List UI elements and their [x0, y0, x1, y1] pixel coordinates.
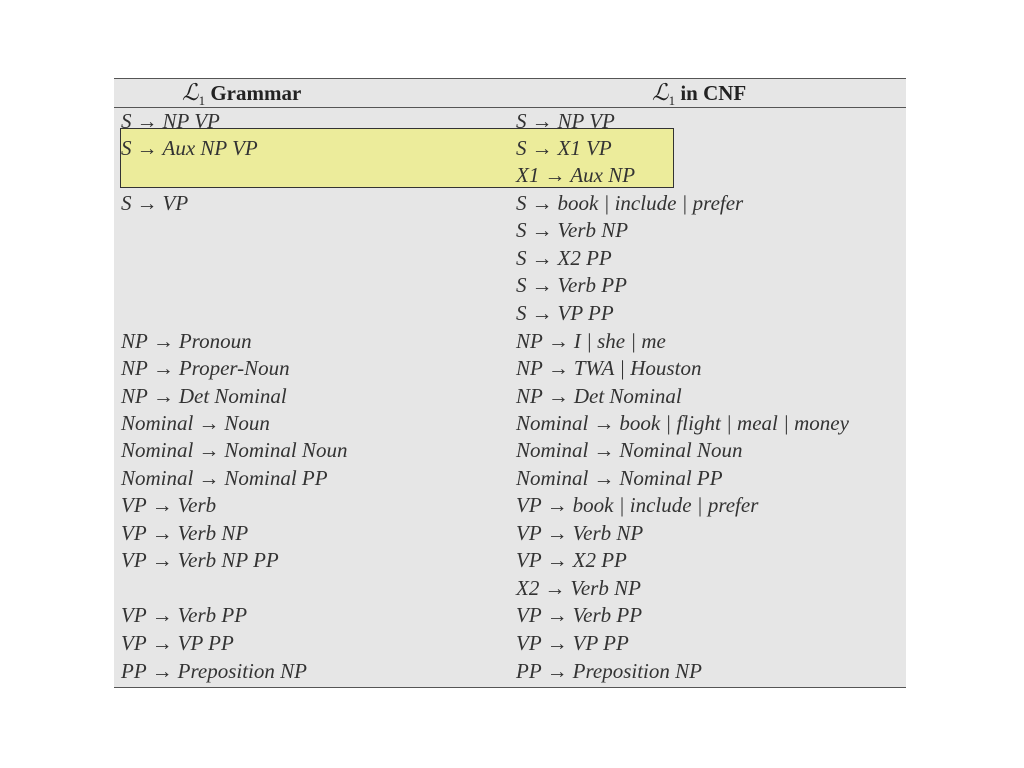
rule-lhs: S [516, 218, 527, 242]
rule-rhs: NP VP [162, 109, 220, 133]
rule-rhs: Verb [177, 493, 217, 517]
left-rule-row [121, 411, 270, 435]
rule-rhs: X1 VP [557, 136, 612, 160]
left-rule-row [121, 466, 328, 490]
arrow-icon: → [531, 273, 553, 297]
rule-rhs: X2 PP [572, 548, 627, 572]
rule-rhs: Verb NP [572, 521, 644, 545]
rule-lhs: S [516, 273, 527, 297]
right-rule-row [516, 466, 723, 490]
right-rule-row [516, 576, 641, 600]
right-rule-row [516, 246, 612, 270]
rule-lhs: VP [516, 603, 542, 627]
arrow-icon: → [531, 301, 553, 325]
arrow-icon: → [546, 548, 568, 572]
rule-rhs: Verb NP [557, 218, 629, 242]
right-rule-row [516, 356, 701, 380]
right-rule-row [516, 273, 627, 297]
right-rule-row [516, 493, 758, 517]
arrow-icon: → [151, 603, 173, 627]
right-rule-row [516, 603, 642, 627]
left-column-header [182, 80, 301, 106]
rule-rhs: Verb PP [177, 603, 248, 627]
right-rule-row [516, 218, 628, 242]
rule-lhs: Nominal [516, 438, 589, 462]
rule-lhs: VP [516, 631, 542, 655]
script-l-symbol: ℒ [652, 80, 669, 105]
arrow-icon: → [546, 521, 568, 545]
arrow-icon: → [531, 136, 553, 160]
rule-rhs: Nominal Noun [224, 438, 348, 462]
rule-rhs: Nominal Noun [619, 438, 743, 462]
left-rule-row [121, 191, 188, 215]
rule-lhs: S [121, 191, 132, 215]
right-rule-row [516, 329, 666, 353]
arrow-icon: → [151, 548, 173, 572]
rule-rhs: Pronoun [178, 329, 252, 353]
rule-rhs: Verb NP PP [177, 548, 279, 572]
rule-lhs: X1 [516, 163, 540, 187]
arrow-icon: → [593, 438, 615, 462]
rule-rhs: TWA | Houston [573, 356, 702, 380]
left-rule-row [121, 356, 290, 380]
right-rule-row [516, 109, 615, 133]
rule-rhs: VP PP [177, 631, 234, 655]
rule-lhs: Nominal [121, 438, 194, 462]
rule-lhs: VP [121, 603, 147, 627]
arrow-icon: → [151, 521, 173, 545]
rule-rhs: book | include | prefer [572, 493, 759, 517]
rule-lhs: VP [516, 493, 542, 517]
arrow-icon: → [136, 191, 158, 215]
right-rule-row [516, 521, 643, 545]
left-rule-row [121, 659, 307, 683]
rule-rhs: Aux NP VP [162, 136, 258, 160]
rule-lhs: VP [516, 548, 542, 572]
rule-rhs: Noun [224, 411, 270, 435]
rule-lhs: S [516, 136, 527, 160]
arrow-icon: → [152, 384, 174, 408]
left-rule-row [121, 329, 252, 353]
script-l-symbol: ℒ [182, 80, 199, 105]
arrow-icon: → [531, 246, 553, 270]
subscript: 1 [198, 93, 206, 108]
rule-lhs: S [121, 109, 132, 133]
left-rule-row [121, 493, 216, 517]
rule-lhs: Nominal [516, 466, 589, 490]
rule-lhs: Nominal [516, 411, 589, 435]
right-rule-row [516, 136, 612, 160]
right-rule-row [516, 384, 682, 408]
rule-lhs: S [516, 109, 527, 133]
arrow-icon: → [198, 438, 220, 462]
right-rule-row [516, 191, 743, 215]
left-rule-row [121, 521, 248, 545]
arrow-icon: → [593, 466, 615, 490]
rule-rhs: Proper-Noun [178, 356, 290, 380]
rule-rhs: VP [162, 191, 189, 215]
right-rule-row [516, 631, 629, 655]
left-rule-row [121, 136, 258, 160]
arrow-icon: → [546, 659, 568, 683]
rule-lhs: Nominal [121, 411, 194, 435]
rule-rhs: I | she | me [573, 329, 666, 353]
rule-lhs: VP [121, 548, 147, 572]
rule-rhs: Verb PP [572, 603, 643, 627]
arrow-icon: → [547, 329, 569, 353]
rule-lhs: NP [121, 329, 148, 353]
rule-lhs: PP [121, 659, 147, 683]
left-header-text: Grammar [210, 81, 302, 105]
rule-lhs: X2 [516, 576, 540, 600]
rule-lhs: VP [121, 493, 147, 517]
left-rule-row [121, 384, 287, 408]
arrow-icon: → [151, 493, 173, 517]
right-column-header [652, 80, 746, 106]
subscript: 1 [668, 93, 676, 108]
rule-rhs: Nominal PP [619, 466, 723, 490]
rule-rhs: Det Nominal [178, 384, 287, 408]
rule-lhs: PP [516, 659, 542, 683]
arrow-icon: → [547, 356, 569, 380]
rule-rhs: Verb PP [557, 273, 627, 297]
arrow-icon: → [151, 659, 173, 683]
rule-rhs: Preposition NP [177, 659, 307, 683]
arrow-icon: → [546, 631, 568, 655]
right-rule-row [516, 301, 614, 325]
rule-rhs: book | flight | meal | money [619, 411, 849, 435]
arrow-icon: → [593, 411, 615, 435]
rule-lhs: VP [121, 631, 147, 655]
rule-lhs: VP [516, 521, 542, 545]
right-rule-row [516, 163, 635, 187]
arrow-icon: → [152, 356, 174, 380]
arrow-icon: → [547, 384, 569, 408]
arrow-icon: → [544, 576, 566, 600]
rule-lhs: NP [516, 384, 543, 408]
rule-lhs: VP [121, 521, 147, 545]
rule-lhs: NP [516, 329, 543, 353]
arrow-icon: → [531, 191, 553, 215]
right-rule-row [516, 438, 742, 462]
right-rule-row [516, 411, 849, 435]
arrow-icon: → [546, 603, 568, 627]
rule-rhs: NP VP [557, 109, 615, 133]
right-rule-row [516, 548, 627, 572]
left-rule-row [121, 438, 347, 462]
rule-lhs: Nominal [121, 466, 194, 490]
rule-lhs: S [516, 301, 527, 325]
rule-rhs: X2 PP [557, 246, 612, 270]
rule-lhs: NP [121, 384, 148, 408]
right-rule-row [516, 659, 702, 683]
rule-lhs: NP [516, 356, 543, 380]
right-header-text: in CNF [680, 81, 747, 105]
rule-rhs: Aux NP [570, 163, 636, 187]
rule-lhs: S [516, 191, 527, 215]
arrow-icon: → [136, 136, 158, 160]
rule-lhs: S [516, 246, 527, 270]
rule-rhs: VP PP [572, 631, 629, 655]
left-rule-row [121, 548, 279, 572]
table-header [114, 79, 906, 108]
arrow-icon: → [531, 109, 553, 133]
arrow-icon: → [531, 218, 553, 242]
left-rule-row [121, 109, 220, 133]
arrow-icon: → [546, 493, 568, 517]
rule-rhs: VP PP [557, 301, 614, 325]
left-rule-row [121, 631, 234, 655]
arrow-icon: → [151, 631, 173, 655]
rule-rhs: Verb NP [570, 576, 641, 600]
left-rule-row [121, 603, 247, 627]
arrow-icon: → [136, 109, 158, 133]
arrow-icon: → [198, 411, 220, 435]
rule-rhs: Preposition NP [572, 659, 702, 683]
arrow-icon: → [152, 329, 174, 353]
rule-rhs: Nominal PP [224, 466, 328, 490]
rule-lhs: NP [121, 356, 148, 380]
arrow-icon: → [198, 466, 220, 490]
rule-rhs: Verb NP [177, 521, 249, 545]
rule-rhs: book | include | prefer [557, 191, 744, 215]
arrow-icon: → [544, 163, 566, 187]
rule-rhs: Det Nominal [573, 384, 682, 408]
rule-lhs: S [121, 136, 132, 160]
